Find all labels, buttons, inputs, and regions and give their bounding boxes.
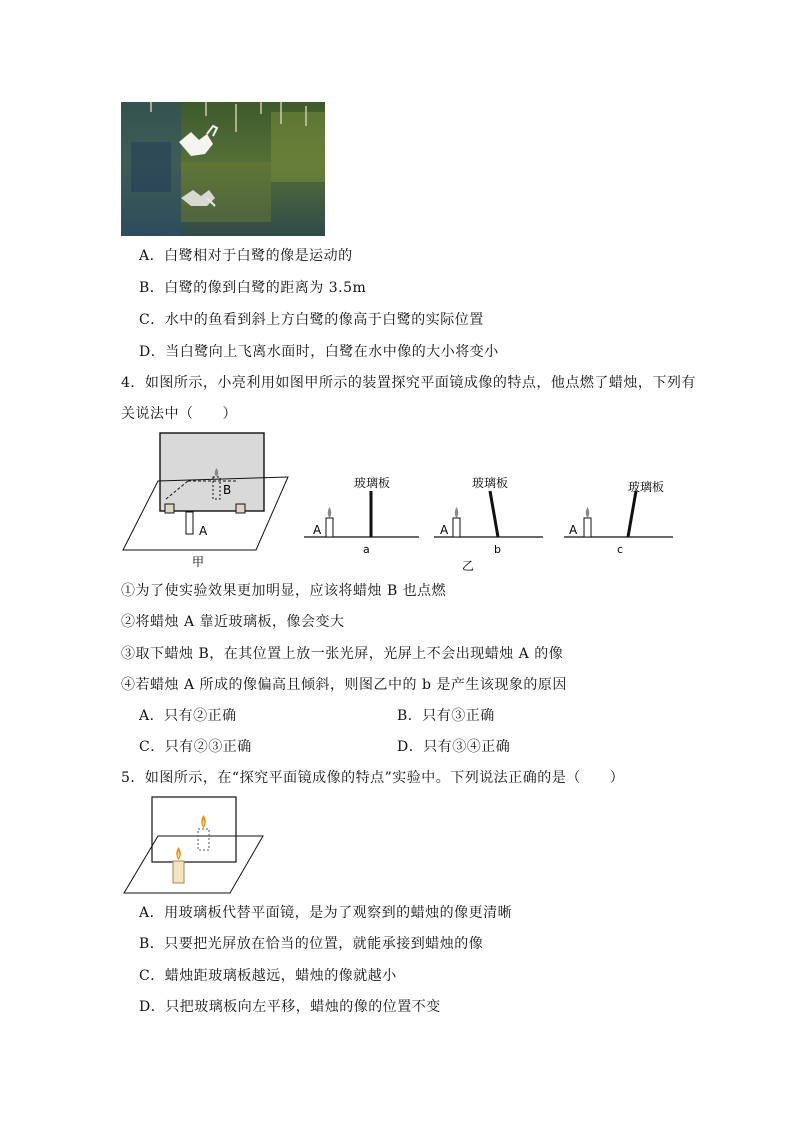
q5-figure [120, 793, 270, 897]
q3-option-b: B．白鹭的像到白鹭的距离为 3.5m [139, 280, 367, 296]
q4-statement-4: ④若蜡烛 A 所成的像偏高且倾斜，则图乙中的 b 是产生该现象的原因 [121, 677, 567, 693]
q4-statement-2: ②将蜡烛 A 靠近玻璃板，像会变大 [121, 614, 345, 630]
label-yi: 乙 [462, 559, 475, 573]
egret-photo [121, 102, 325, 236]
candle-a-label-b: A [440, 523, 449, 537]
glass-label-b: 玻璃板 [472, 476, 509, 490]
q5-option-a: A．用玻璃板代替平面镜，是为了观察到的蜡烛的像更清晰 [139, 905, 513, 921]
candle-b-label-jia: B [223, 483, 232, 497]
q4-option-b: B．只有③正确 [397, 708, 495, 724]
q5-option-d: D．只把玻璃板向左平移，蜡烛的像的位置不变 [139, 999, 441, 1015]
q3-option-d: D．当白鹭向上飞离水面时，白鹭在水中像的大小将变小 [139, 344, 499, 360]
q4-statement-1: ①为了使实验效果更加明显，应该将蜡烛 B 也点燃 [121, 583, 447, 599]
sub-label-b: b [494, 543, 501, 556]
q4-stem-line1: 4．如图所示，小亮利用如图甲所示的装置探究平面镜成像的特点，他点燃了蜡烛，下列有 [121, 375, 696, 391]
q3-option-c: C．水中的鱼看到斜上方白鹭的像高于白鹭的实际位置 [139, 312, 484, 328]
table-q5 [124, 836, 263, 893]
q4-option-c: C．只有②③正确 [139, 739, 252, 755]
q4-stem-line2: 关说法中（ ） [121, 406, 237, 422]
q4-statement-3: ③取下蜡烛 B，在其位置上放一张光屏，光屏上不会出现蜡烛 A 的像 [121, 646, 564, 662]
q5-stem: 5．如图所示，在“探究平面镜成像的特点”实验中。下列说法正确的是（ ） [121, 770, 625, 786]
label-jia: 甲 [192, 555, 205, 569]
q4-figure [118, 430, 678, 575]
candle-a-label-a: A [313, 523, 322, 537]
glass-label-a: 玻璃板 [354, 476, 391, 490]
q3-option-a: A．白鹭相对于白鹭的像是运动的 [139, 248, 353, 264]
glass-plate-q5 [152, 797, 236, 862]
glass-plate-b [490, 491, 498, 537]
glass-plate-c [628, 491, 636, 537]
candle-a-label-jia: A [199, 524, 208, 538]
q5-option-c: C．蜡烛距玻璃板越远，蜡烛的像就越小 [139, 968, 397, 984]
glass-plate-jia [160, 433, 264, 511]
candle-q5 [173, 861, 184, 883]
sub-label-c: c [617, 543, 624, 556]
q5-option-b: B．只要把光屏放在恰当的位置，就能承接到蜡烛的像 [139, 936, 484, 952]
q4-option-a: A．只有②正确 [139, 708, 237, 724]
candle-a-label-c: A [569, 523, 578, 537]
q4-option-d: D．只有③④正确 [397, 739, 511, 755]
candle-a-jia [186, 512, 193, 534]
sub-label-a: a [363, 543, 370, 556]
glass-label-c: 玻璃板 [628, 480, 665, 494]
